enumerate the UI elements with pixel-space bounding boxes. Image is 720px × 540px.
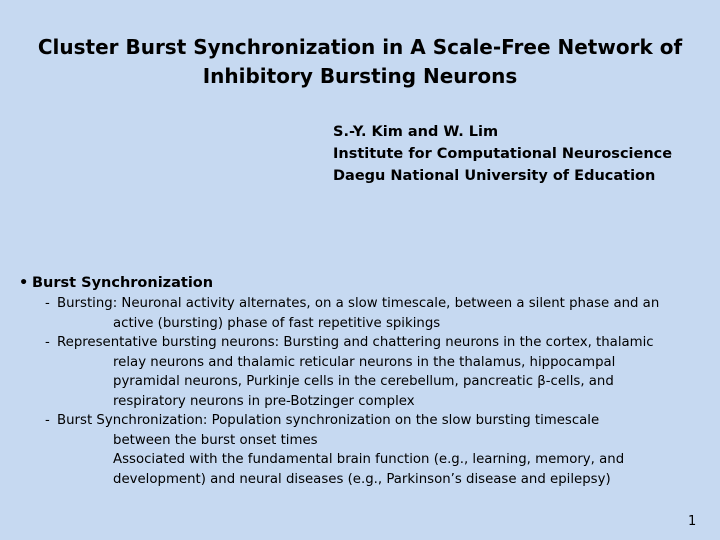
- section-heading-text: Burst Synchronization: [32, 275, 214, 291]
- item-continuation: Associated with the fundamental brain function (e.g., learning, memory, and: [113, 452, 625, 467]
- author-university: Daegu National University of Education: [333, 168, 656, 184]
- item-continuation: relay neurons and thalamic reticular neurons in the thalamus, hippocampal: [113, 354, 616, 370]
- author-institute: Institute for Computational Neuroscience: [333, 146, 673, 162]
- author-names: S.-Y. Kim and W. Lim: [333, 124, 499, 140]
- list-item: [19, 411, 709, 489]
- slide-title: [20, 33, 700, 91]
- item-continuation: active (bursting) phase of fast repetitive spikings: [113, 315, 441, 331]
- slide-body: [19, 272, 709, 489]
- item-lead-text: Burst Synchronization: Population synchronization on the slow bursting timescale: [57, 413, 600, 428]
- item-lead-text: Representative bursting neurons: Bursting and chattering neurons in the cortex, thalamic: [57, 335, 654, 350]
- title-line-1: Cluster Burst Synchronization in A Scale-Free Network of: [37, 35, 683, 59]
- dash-marker: -: [45, 296, 50, 311]
- item-lead-text: Bursting: Neuronal activity alternates, on a slow timescale, between a silent phase and an: [57, 296, 660, 311]
- item-lead-line: [45, 333, 709, 353]
- dash-marker: -: [45, 335, 50, 350]
- title-line-2: Inhibitory Bursting Neurons: [202, 64, 518, 88]
- item-continuation: development) and neural diseases (e.g., Parkinson’s disease and epilepsy): [113, 471, 611, 487]
- list-item: [19, 294, 709, 333]
- section-heading: [19, 272, 709, 294]
- item-continuation: between the burst onset times: [113, 432, 318, 448]
- item-continuation: pyramidal neurons, Purkinje cells in the cerebellum, pancreatic β-cells, and: [113, 374, 614, 389]
- item-continuation: respiratory neurons in pre-Botzinger complex: [113, 393, 415, 409]
- list-item: [19, 333, 709, 411]
- author-block: [333, 121, 672, 187]
- dash-marker: -: [45, 413, 50, 428]
- item-lead-line: [45, 294, 709, 314]
- item-lead-line: [45, 411, 709, 431]
- page-number: 1: [688, 514, 697, 529]
- bullet-icon: •: [19, 275, 29, 291]
